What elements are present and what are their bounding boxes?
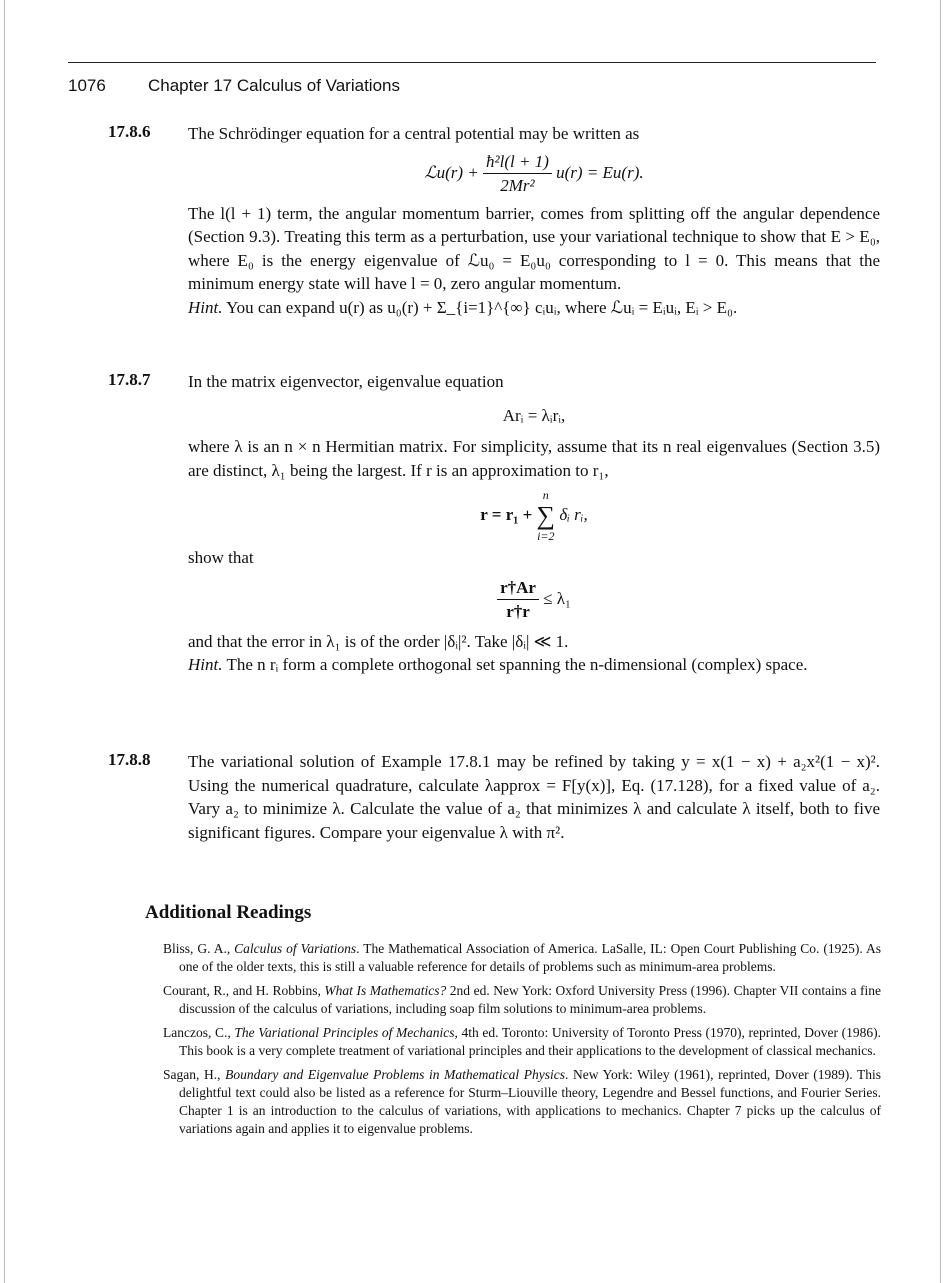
hint-label: Hint. — [188, 655, 223, 674]
equation-rayleigh — [188, 576, 880, 624]
problem-number: 17.8.8 — [108, 750, 151, 769]
page-number: 1076 — [68, 76, 106, 95]
hint-text: You can expand u(r) as u₀(r) + Σ_{i=1}^{∞} cᵢuᵢ, where ℒuᵢ = Eᵢuᵢ, Eᵢ > E₀. — [226, 297, 738, 317]
eq-frac-num: ħ²l(l + 1) — [483, 150, 552, 175]
sum-lower: i=2 — [537, 529, 555, 543]
eq-fraction — [483, 150, 552, 198]
problem-middle: where λ is an n × n Hermitian matrix. For simplicity, assume that its n real eigenvalues (Section 3.5) are distinct, λ₁ being the largest. If r is an approximation to r₁, — [188, 437, 880, 480]
problem-intro: In the matrix eigenvector, eigenvalue equation — [188, 372, 504, 391]
page-frame-left — [4, 0, 5, 1283]
page-frame-right — [940, 0, 941, 1283]
eq-frac-den: 2Mr² — [500, 176, 535, 195]
problem-number: 17.8.6 — [108, 122, 151, 141]
additional-readings-title: Additional Readings — [145, 902, 312, 923]
hint-text: The n rᵢ form a complete orthogonal set spanning the n-dimensional (complex) space. — [226, 655, 808, 674]
equation-expansion — [188, 488, 880, 544]
header-rule — [68, 62, 876, 63]
problem-17-8-8 — [108, 750, 880, 844]
eq-expansion-rhs: δᵢ rᵢ, — [559, 504, 588, 524]
problem-17-8-6 — [108, 122, 880, 319]
equation-schrodinger — [188, 150, 880, 198]
equation-eigen: Arᵢ = λᵢrᵢ, — [502, 405, 566, 425]
eq-rhs: u(r) = Eu(r). — [556, 162, 644, 182]
sum-symbol: n ∑ i=2 — [536, 488, 556, 543]
chapter-title: Chapter 17 Calculus of Variations — [148, 76, 400, 95]
reference-bliss: Bliss, G. A., Calculus of Variations. The Mathematical Association of America. LaSalle, IL: Open Court Publishing Co. (1925). As one of the older texts, this is still a valuable reference for details of problems such as minimum-area problems. — [163, 941, 881, 974]
problem-number: 17.8.7 — [108, 370, 151, 389]
eq-expansion-lhs: r = r₁ + — [480, 504, 533, 524]
show-that: show that — [188, 548, 254, 567]
reference-sagan: Sagan, H., Boundary and Eigenvalue Problems in Mathematical Physics. New York: Wiley (1961), reprinted, Dover (1989). This delightful text could also be listed as a reference for Sturm–Liouville theory, Legendre and Bessel functions, and Fourier Series. Chapter 1 is an introduction to the calculus of variations, with applications to mechanics. Chapter 7 picks up the calculus of variations again and applies it to eigenvalue problems. — [163, 1067, 881, 1136]
rayleigh-num: r†Ar — [497, 576, 539, 601]
hint-label: Hint. — [188, 297, 223, 317]
reference-courant: Courant, R., and H. Robbins, What Is Mathematics? 2nd ed. New York: Oxford University Press (1996). Chapter VII contains a fine discussion of the calculus of variations, including soap film solutions to minimum-area problems. — [163, 983, 882, 1016]
problem-after: and that the error in λ₁ is of the order |δᵢ|². Take |δᵢ| ≪ 1. — [188, 631, 569, 651]
running-head — [68, 76, 400, 96]
problem-body: The l(l + 1) term, the angular momentum barrier, comes from splitting off the angular dependence (Section 9.3). Treating this term as a perturbation, use your variational technique to show that E > E₀, where E₀ is the energy eigenvalue of ℒu₀ = E₀u₀ corresponding to l = 0. This means that the minimum energy state will have l = 0, zero angular momentum. — [188, 203, 880, 293]
reference-list — [163, 940, 881, 1144]
eq-lhs: ℒu(r) + — [424, 162, 479, 182]
rayleigh-rhs: ≤ λ₁ — [543, 588, 571, 608]
reference-lanczos: Lanczos, C., The Variational Principles of Mechanics, 4th ed. Toronto: University of Toronto Press (1970), reprinted, Dover (1986). This book is a very complete treatment of variational principles and their applications to the development of classical mechanics. — [163, 1025, 881, 1058]
sum-upper: n — [542, 488, 549, 502]
problem-body: The variational solution of Example 17.8.1 may be refined by taking y = x(1 − x) + a₂x²(1 − x)². Using the numerical quadrature, calculate λapprox = F[y(x)], Eq. (17.128), for a fixed value of a₂. Vary a₂ to minimize λ. Calculate the value of a₂ that minimizes λ and calculate λ itself, both to five significant figures. Compare your eigenvalue λ with π². — [188, 752, 880, 842]
rayleigh-den: r†r — [506, 602, 530, 621]
rayleigh-fraction — [497, 576, 539, 624]
problem-intro: The Schrödinger equation for a central potential may be written as — [188, 124, 640, 143]
problem-17-8-7 — [108, 370, 880, 677]
